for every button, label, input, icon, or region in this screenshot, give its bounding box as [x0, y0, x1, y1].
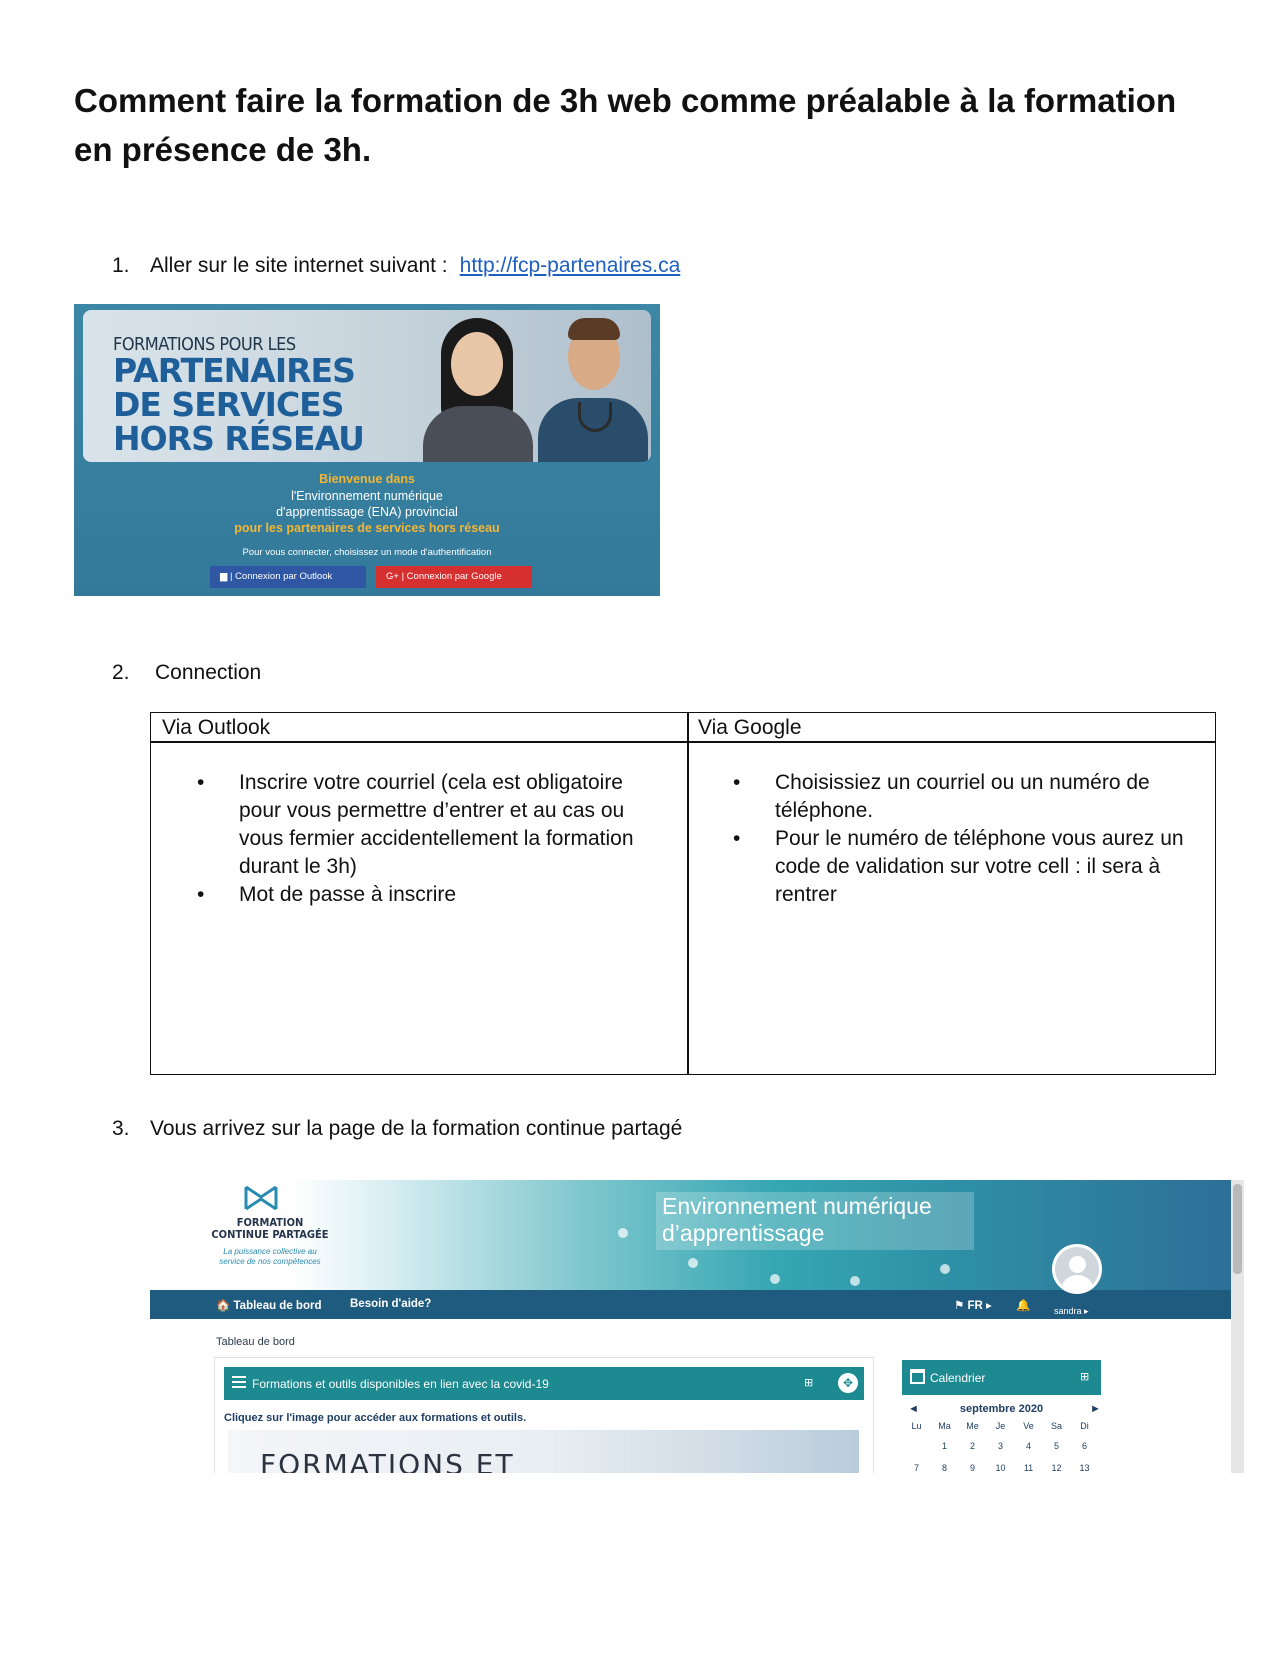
calendar-header [902, 1360, 1101, 1395]
network-dot [688, 1258, 698, 1268]
calendar-day[interactable]: 11 [1023, 1463, 1034, 1473]
banner-hero-panel [83, 310, 651, 462]
header-outlook: Via Outlook [162, 716, 271, 739]
list-item: • Inscrire votre courriel (cela est obligatoire pour vous permettre d’entrer et au cas ou vous fermier accidentellement la formation durant le 3h) [151, 769, 651, 881]
covid-block-header [224, 1367, 864, 1400]
next-month-icon[interactable]: ► [1090, 1403, 1101, 1415]
man-photo [538, 310, 648, 462]
step-number: 2. [112, 661, 130, 684]
banner-title-line-2: d’apprentissage [662, 1220, 825, 1246]
step-text: Aller sur le site internet suivant : [150, 254, 448, 277]
auth-prompt: Pour vous connecter, choisissez un mode d'authentification [242, 547, 492, 558]
step-number: 3. [112, 1117, 130, 1140]
covid-block-subtitle: Cliquez sur l'image pour accéder aux formations et outils. [224, 1412, 527, 1424]
banner-kicker: FORMATIONS POUR LES [113, 334, 296, 355]
calendar-day[interactable]: 7 [913, 1463, 919, 1473]
calendar-day[interactable]: 6 [1081, 1441, 1087, 1451]
calendar-day[interactable]: 2 [969, 1441, 975, 1451]
network-dot [850, 1276, 860, 1286]
calendar-day[interactable]: 5 [1053, 1441, 1059, 1451]
page-title: Comment faire la formation de 3h web comme préalable à la formation en présence de 3h. [74, 82, 1177, 168]
outlook-login-button[interactable]: ▆ | Connexion par Outlook [210, 566, 366, 588]
step-number: 1. [112, 254, 130, 277]
banner-headline-1: PARTENAIRES [113, 351, 355, 390]
calendar-week [902, 1441, 1101, 1461]
banner-title-line-1: Environnement numérique [662, 1193, 932, 1219]
logo-tagline: La puissance collective au service de nos compétences [219, 1247, 321, 1266]
weekday: Je [995, 1421, 1006, 1431]
welcome-line-3: d'apprentissage (ENA) provincial [276, 505, 458, 519]
google-steps-list [687, 769, 1197, 909]
calendar-day[interactable]: 10 [995, 1463, 1006, 1473]
calendar-week [902, 1463, 1101, 1473]
calendar-month: septembre 2020 [959, 1403, 1044, 1415]
nav-dashboard[interactable]: 🏠 Tableau de bord [216, 1300, 322, 1312]
language-switch[interactable]: ⚑ FR ▸ [954, 1300, 992, 1312]
weekday: Sa [1050, 1421, 1062, 1431]
list-item: • Choisissiez un courriel ou un numéro de téléphone. [687, 769, 1197, 825]
list-item: • Pour le numéro de téléphone vous aurez un code de validation sur votre cell : il sera à rentrer [687, 825, 1197, 909]
calendar-day[interactable]: 13 [1079, 1463, 1090, 1473]
step-3 [112, 1117, 682, 1141]
block-control-icon[interactable]: ⊞ [1080, 1371, 1090, 1383]
breadcrumb[interactable]: Tableau de bord [216, 1336, 295, 1348]
calendar-day[interactable]: 12 [1051, 1463, 1062, 1473]
calendar-day[interactable]: 9 [969, 1463, 975, 1473]
portal-navbar [150, 1290, 1231, 1319]
menu-icon[interactable] [232, 1376, 246, 1388]
login-banner-screenshot [74, 304, 660, 596]
welcome-line-4: pour les partenaires de services hors réseau [234, 521, 500, 535]
header-google: Via Google [698, 716, 802, 739]
list-item: • Mot de passe à inscrire [151, 881, 651, 909]
step-1 [112, 254, 680, 278]
logo-name: FORMATION CONTINUE PARTAGÉE [211, 1216, 329, 1241]
site-link[interactable]: http://fcp-partenaires.ca [459, 254, 681, 277]
weekday: Me [966, 1421, 979, 1431]
covid-block-title: Formations et outils disponibles en lien avec la covid-19 [252, 1377, 549, 1391]
network-dot [940, 1264, 950, 1274]
prev-month-icon[interactable]: ◄ [908, 1403, 919, 1415]
scrollbar-thumb[interactable] [1233, 1184, 1242, 1274]
banner-headline-3: HORS RÉSEAU [113, 419, 364, 458]
woman-photo [423, 310, 533, 462]
step-2 [112, 661, 261, 685]
calendar-icon [910, 1369, 925, 1384]
calendar-day[interactable]: 8 [941, 1463, 947, 1473]
formations-image-text: FORMATIONS ET [260, 1448, 515, 1473]
bell-icon[interactable]: 🔔 [1016, 1300, 1031, 1312]
network-dot [618, 1228, 628, 1238]
calendar-day[interactable]: 1 [941, 1441, 947, 1451]
calendar-day[interactable]: 3 [997, 1441, 1003, 1451]
network-dot [770, 1274, 780, 1284]
block-control-icon[interactable]: ⊞ [804, 1377, 814, 1389]
welcome-line-2: l'Environnement numérique [291, 489, 443, 503]
calendar-title: Calendrier [930, 1371, 986, 1385]
fullscreen-icon[interactable]: ✥ [838, 1373, 858, 1393]
connection-table [150, 712, 1216, 1075]
user-menu[interactable]: sandra ▸ [1054, 1306, 1089, 1316]
banner-headline-2: DE SERVICES [113, 385, 344, 424]
fcp-logo-icon [244, 1183, 278, 1213]
step-text: Connection [155, 661, 262, 684]
calendar-day[interactable]: 4 [1025, 1441, 1031, 1451]
outlook-steps-list [151, 769, 651, 909]
header-divider [151, 741, 1215, 743]
formations-image[interactable] [228, 1430, 859, 1473]
weekday: Ve [1023, 1421, 1034, 1431]
portal-screenshot [150, 1180, 1244, 1473]
step-text: Vous arrivez sur la page de la formation continue partagé [150, 1117, 683, 1140]
weekday: Ma [938, 1421, 951, 1431]
welcome-line-1: Bienvenue dans [319, 472, 415, 486]
avatar[interactable] [1052, 1244, 1102, 1294]
calendar-weekdays [902, 1421, 1101, 1441]
weekday: Lu [911, 1421, 922, 1431]
weekday: Di [1080, 1421, 1089, 1431]
banner-title [662, 1193, 932, 1247]
google-login-button[interactable]: G+ | Connexion par Google [376, 566, 532, 588]
nav-help[interactable]: Besoin d'aide? [350, 1298, 432, 1310]
